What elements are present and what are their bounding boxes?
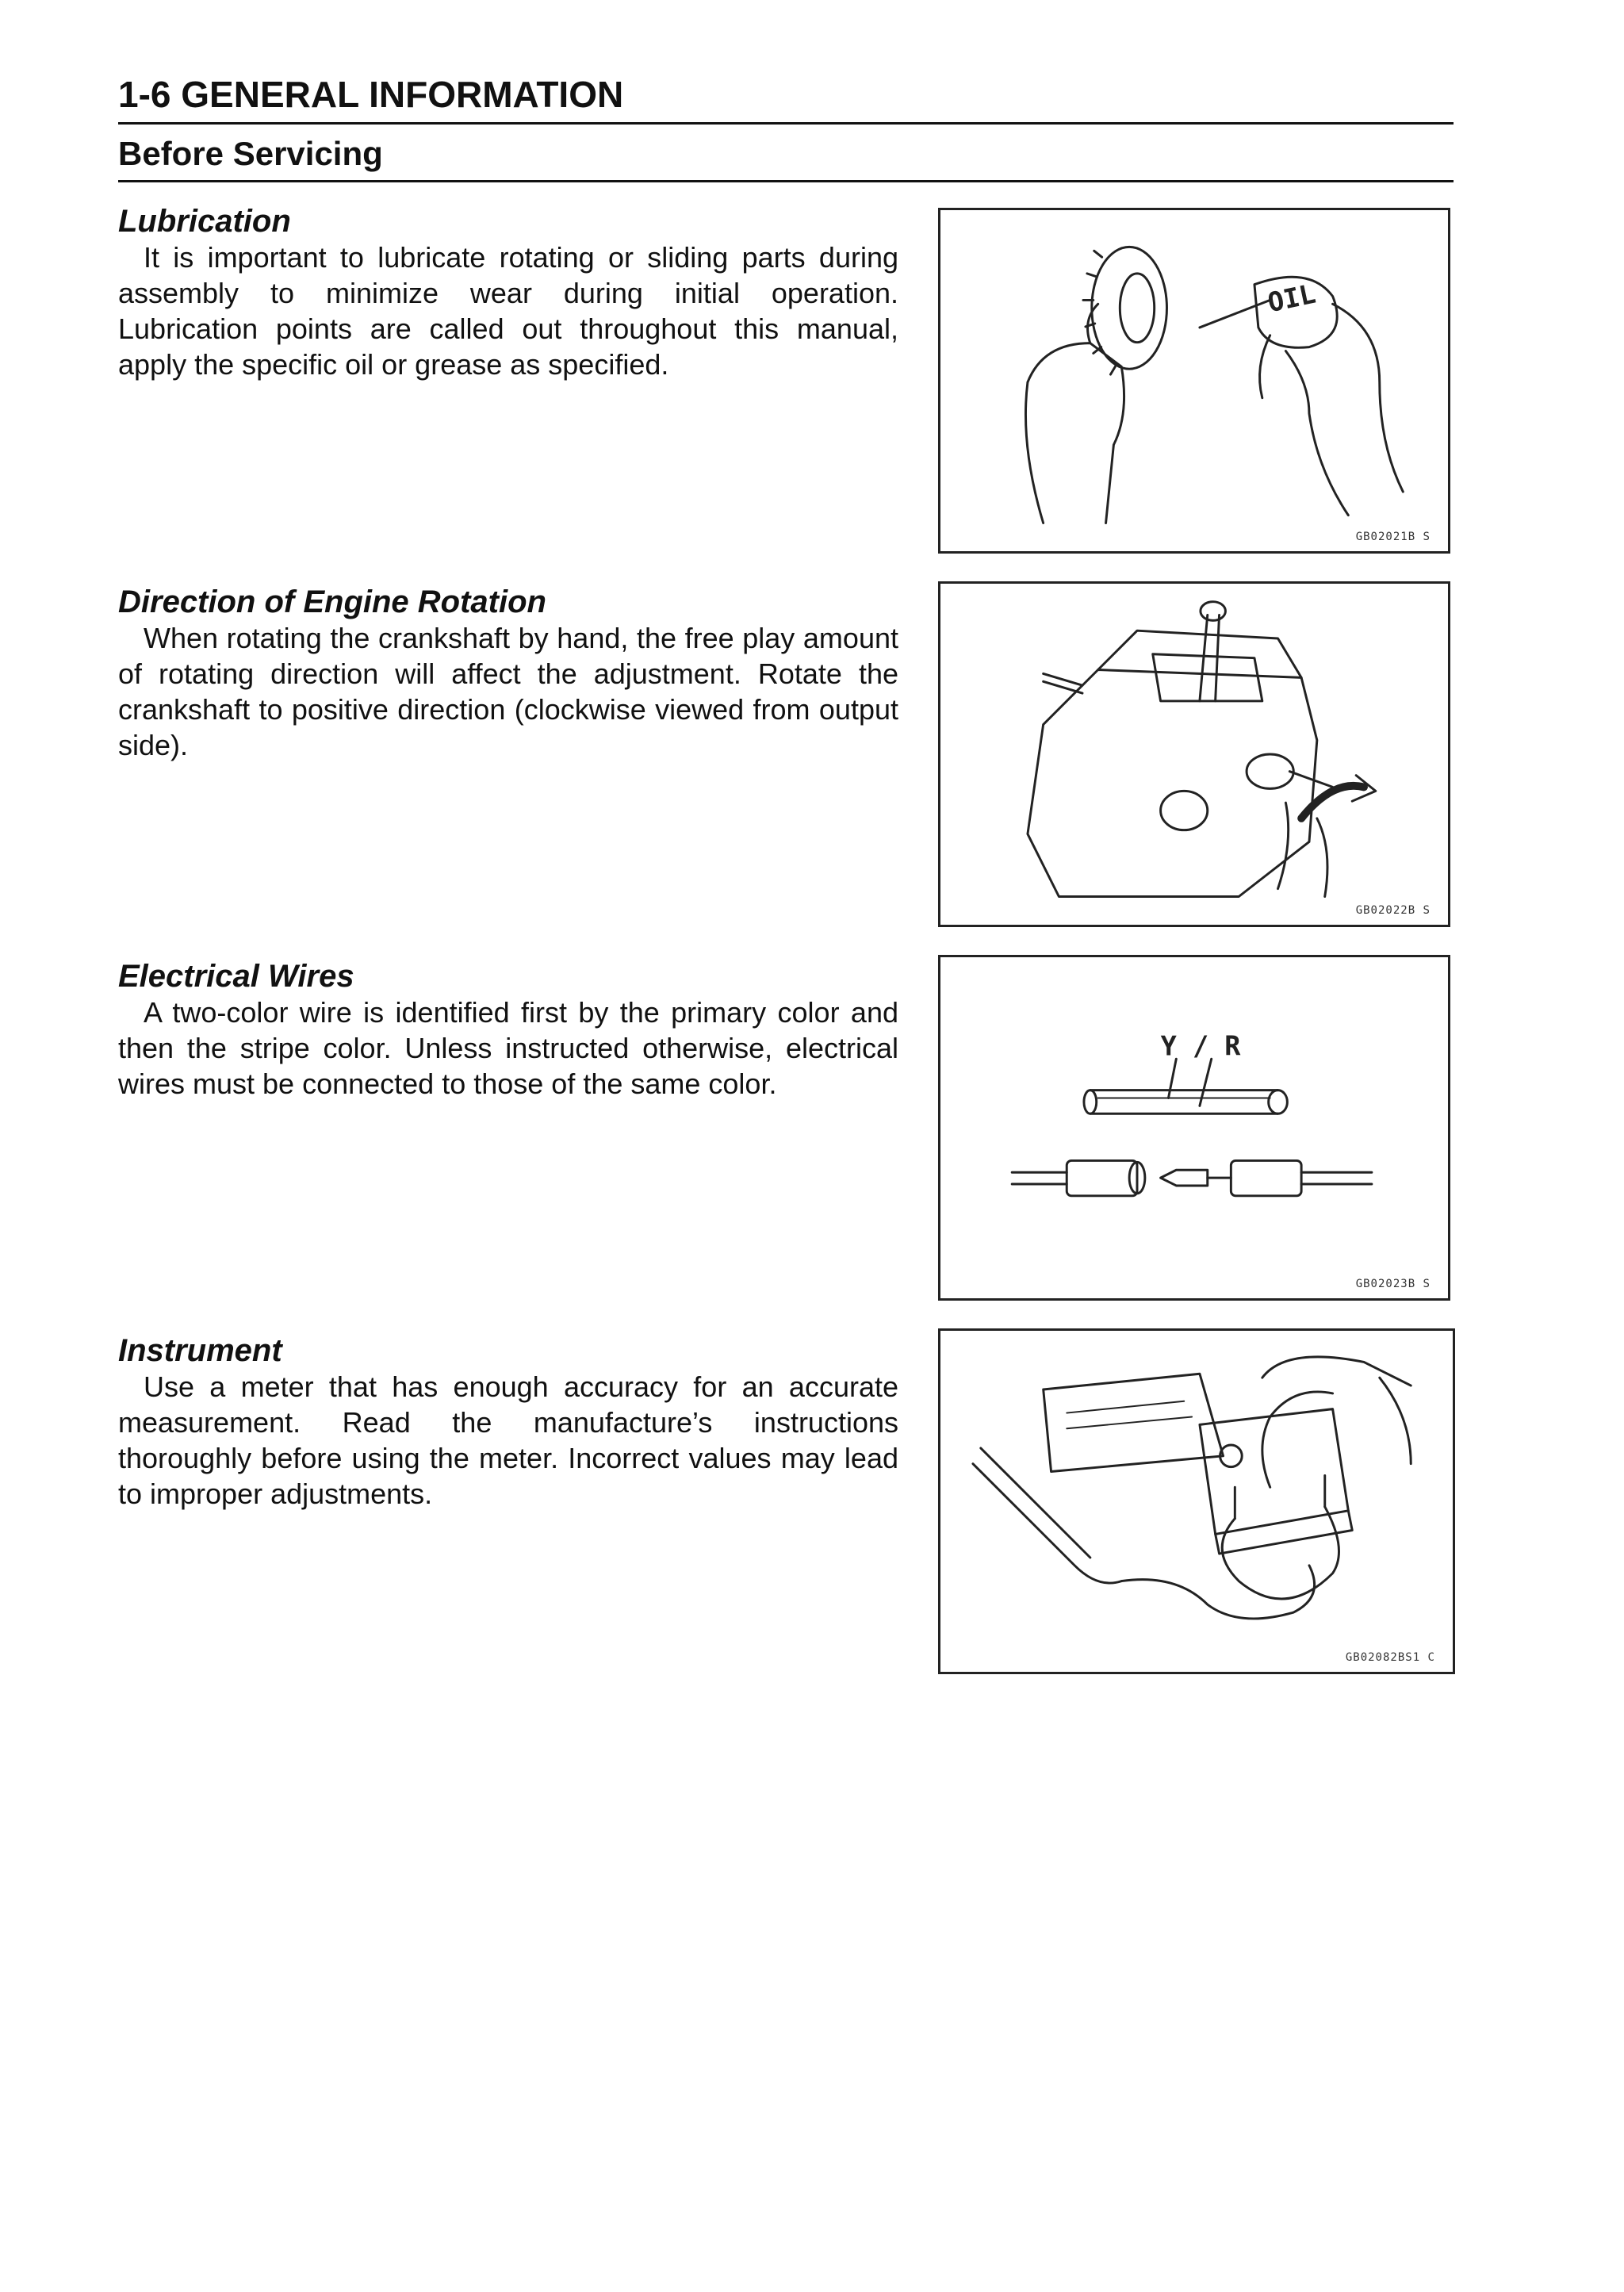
figure-code: GB02022B S (1355, 904, 1431, 917)
engine-rotation-section (118, 584, 898, 763)
oiling-gear-illustration (940, 210, 1448, 551)
instrument-section (118, 1332, 898, 1512)
electrical-wires-text: A two-color wire is identified first by the primary color and then the stripe color. Unless instructed otherwise, electrical wires must be connected to those of the same color. (118, 996, 898, 1100)
instrument-heading: Instrument (118, 1333, 282, 1368)
figure-code: GB02021B S (1355, 531, 1431, 543)
oil-label: OIL (1265, 278, 1319, 319)
lubrication-section (118, 203, 898, 382)
crankshaft-illustration (940, 584, 1448, 925)
lubrication-text: It is important to lubricate rotating or sliding parts during assembly to minimize wear during initial operation. Lubrication points are called out throughout this manual, apply the specific oil or grease as specified. (118, 241, 898, 381)
lubrication-heading: Lubrication (118, 204, 291, 239)
instrument-text: Use a meter that has enough accuracy for an accurate measurement. Read the manufacture’s instructions thoroughly before using the meter. Incorrect values may lead to improper adjustments. (118, 1370, 898, 1510)
chapter-title: 1-6 GENERAL INFORMATION (118, 73, 1454, 125)
engine-rotation-figure (938, 581, 1450, 927)
figure-code: GB02082BS1 C (1345, 1651, 1435, 1664)
electrical-wires-heading: Electrical Wires (118, 959, 354, 994)
meter-illustration (940, 1331, 1453, 1672)
wire-connector-illustration (940, 957, 1448, 1298)
section-title: Before Servicing (118, 125, 1454, 182)
figure-code: GB02023B S (1355, 1278, 1431, 1290)
electrical-wires-figure (938, 955, 1450, 1301)
engine-rotation-heading: Direction of Engine Rotation (118, 584, 546, 619)
electrical-wires-section (118, 958, 898, 1102)
lubrication-figure (938, 208, 1450, 554)
engine-rotation-text: When rotating the crankshaft by hand, the free play amount of rotating direction will affect the adjustment. Rotate the crankshaft to positive direction (clockwise viewed from output side). (118, 622, 898, 761)
wire-color-label: Y / R (1160, 1030, 1241, 1062)
page-header (118, 73, 1454, 182)
instrument-figure (938, 1328, 1455, 1674)
